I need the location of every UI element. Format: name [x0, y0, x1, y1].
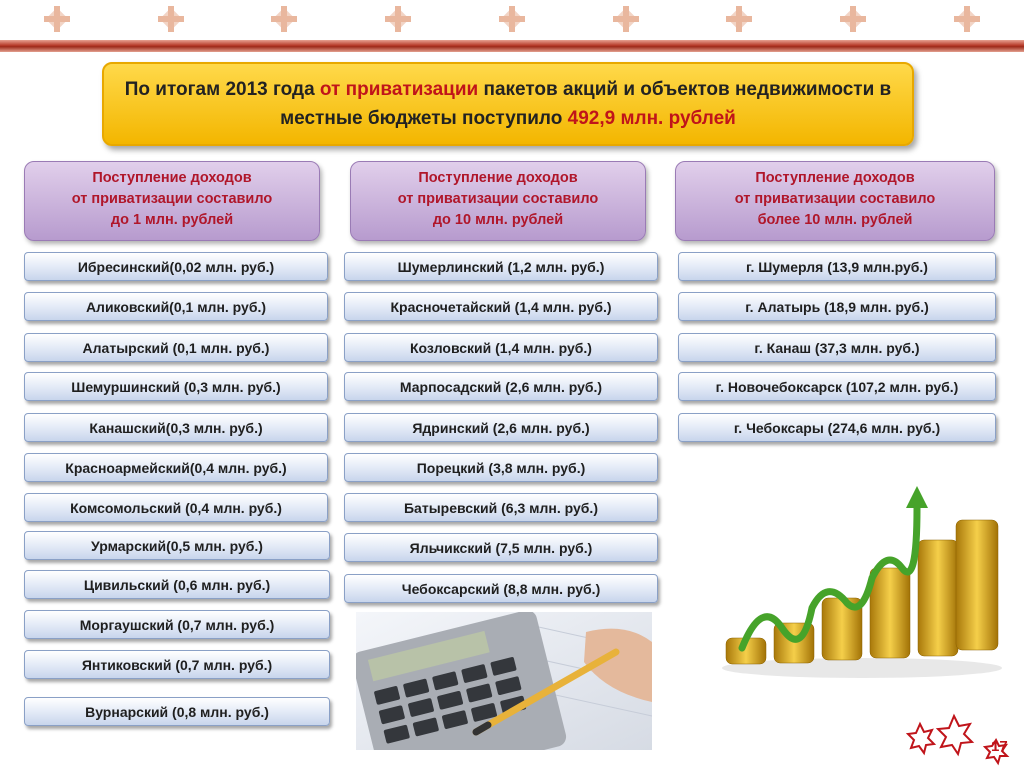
- list-item: Ибресинский(0,02 млн. руб.): [24, 252, 328, 281]
- ornament-band: [0, 0, 1024, 38]
- list-item: Ядринский (2,6 млн. руб.): [344, 413, 658, 442]
- list-item: г. Алатырь (18,9 млн. руб.): [678, 292, 996, 321]
- summary-banner: [102, 62, 914, 146]
- list-item: Канашский(0,3 млн. руб.): [24, 413, 328, 442]
- category-header-under-1m: Поступление доходов от приватизации составило до 1 млн. рублей: [24, 161, 320, 241]
- coin-stacks-growth-icon: [712, 478, 1012, 680]
- list-item: г. Канаш (37,3 млн. руб.): [678, 333, 996, 362]
- chuvash-ornament-icon: [724, 4, 754, 34]
- list-item: Аликовский(0,1 млн. руб.): [24, 292, 328, 321]
- list-item: Урмарский(0,5 млн. руб.): [24, 531, 330, 560]
- list-item: Марпосадский (2,6 млн. руб.): [344, 372, 658, 401]
- header-divider: [0, 40, 1024, 52]
- list-item: Вурнарский (0,8 млн. руб.): [24, 697, 330, 726]
- list-item: Яльчикский (7,5 млн. руб.): [344, 533, 658, 562]
- calculator-icon: [356, 612, 652, 750]
- category-header-under-10m: Поступление доходов от приватизации составило до 10 млн. рублей: [350, 161, 646, 241]
- list-item: Моргаушский (0,7 млн. руб.): [24, 610, 330, 639]
- list-item: Красноармейский(0,4 млн. руб.): [24, 453, 328, 482]
- list-item: Цивильский (0,6 млн. руб.): [24, 570, 330, 599]
- list-item: Шумерлинский (1,2 млн. руб.): [344, 252, 658, 281]
- list-item: Янтиковский (0,7 млн. руб.): [24, 650, 330, 679]
- summary-text: По итогам 2013 года от приватизации пакетов акций и объектов недвижимости в местные бюджеты поступило 492,9 млн. рублей: [124, 79, 892, 129]
- category-header-over-10m: Поступление доходов от приватизации составило более 10 млн. рублей: [675, 161, 995, 241]
- chuvash-ornament-icon: [838, 4, 868, 34]
- list-item: Алатырский (0,1 млн. руб.): [24, 333, 328, 362]
- list-item: Батыревский (6,3 млн. руб.): [344, 493, 658, 522]
- list-item: Козловский (1,4 млн. руб.): [344, 333, 658, 362]
- list-item: г. Чебоксары (274,6 млн. руб.): [678, 413, 996, 442]
- list-item: Комсомольский (0,4 млн. руб.): [24, 493, 328, 522]
- list-item: Красночетайский (1,4 млн. руб.): [344, 292, 658, 321]
- list-item: Чебоксарский (8,8 млн. руб.): [344, 574, 658, 603]
- chuvash-ornament-icon: [156, 4, 186, 34]
- chuvash-ornament-icon: [952, 4, 982, 34]
- chuvash-ornament-icon: [269, 4, 299, 34]
- list-item: г. Шумерля (13,9 млн.руб.): [678, 252, 996, 281]
- calculator-photo: [356, 612, 652, 750]
- chuvash-ornament-icon: [611, 4, 641, 34]
- list-item: Шемуршинский (0,3 млн. руб.): [24, 372, 328, 401]
- list-item: г. Новочебоксарск (107,2 млн. руб.): [678, 372, 996, 401]
- chuvash-ornament-icon: [497, 4, 527, 34]
- page-number: 17: [991, 738, 1008, 755]
- chuvash-ornament-icon: [42, 4, 72, 34]
- chuvash-ornament-icon: [383, 4, 413, 34]
- list-item: Порецкий (3,8 млн. руб.): [344, 453, 658, 482]
